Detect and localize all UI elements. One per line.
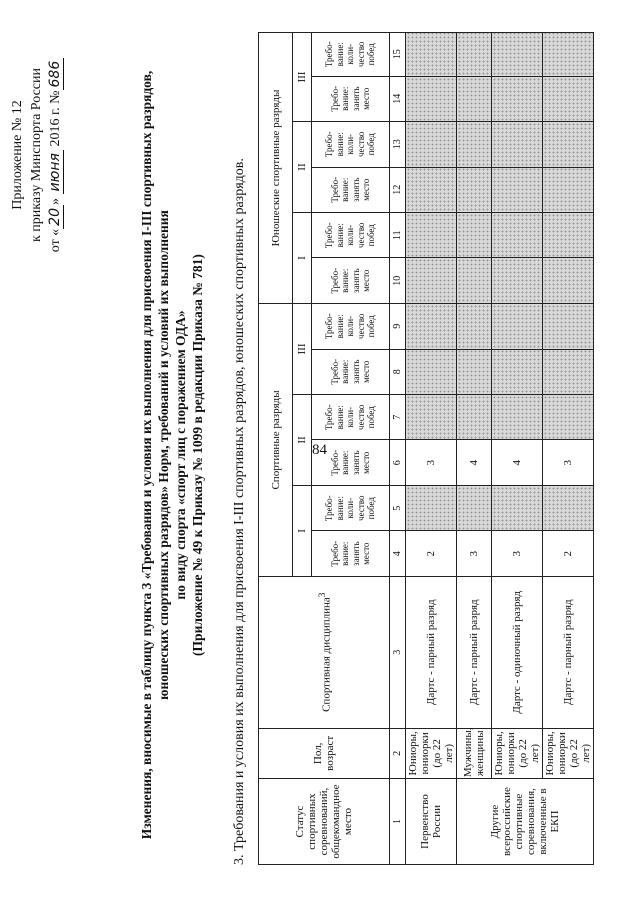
cell-gender: Юниоры, юниорки (до 22 лет) bbox=[543, 728, 594, 779]
header-req-place: Требо-вание: занять место bbox=[312, 76, 390, 121]
cell-shaded bbox=[492, 349, 543, 394]
date-year: 2016 г. № bbox=[48, 90, 63, 147]
table-row bbox=[406, 33, 457, 865]
cell-shaded bbox=[457, 167, 492, 212]
header-req-place: Требо-вание: занять место bbox=[312, 258, 390, 303]
requirements-table bbox=[258, 32, 594, 865]
column-number: 10 bbox=[390, 258, 406, 303]
header-rank-2: II bbox=[293, 395, 312, 486]
appendix-title: Приложение № 12 bbox=[10, 100, 25, 210]
heading-line: по виду спорта «спорт лиц с поражением ОДА» bbox=[173, 310, 188, 600]
header-req-wins: Требо-вание: коли-чество побед bbox=[312, 485, 390, 530]
cell-shaded bbox=[543, 303, 594, 349]
cell-shaded bbox=[457, 122, 492, 167]
appendix-order: к приказу Минспорта России bbox=[29, 68, 44, 242]
header-req-place: Требо-вание: занять место bbox=[312, 167, 390, 212]
column-number: 11 bbox=[390, 213, 406, 258]
table-row bbox=[543, 33, 594, 865]
cell-value: 3 bbox=[543, 440, 594, 485]
column-number: 4 bbox=[390, 531, 406, 576]
cell-value: 3 bbox=[492, 531, 543, 576]
column-number: 15 bbox=[390, 33, 406, 77]
cell-value: 4 bbox=[492, 440, 543, 485]
header-req-wins: Требо-вание: коли-чество побед bbox=[312, 33, 390, 77]
cell-gender: Юниоры, юниорки (до 22 лет) bbox=[406, 728, 457, 779]
cell-shaded bbox=[457, 485, 492, 530]
cell-shaded bbox=[457, 33, 492, 77]
header-status: Статус спортивных соревнований, общекомандное место bbox=[259, 779, 390, 865]
cell-shaded bbox=[543, 167, 594, 212]
header-youth-rank-3: III bbox=[293, 33, 312, 122]
cell-value: 3 bbox=[457, 531, 492, 576]
cell-value: 3 bbox=[406, 440, 457, 485]
header-req-wins: Требо-вание: коли-чество побед bbox=[312, 213, 390, 258]
header-rank-1: I bbox=[293, 485, 312, 576]
cell-value: 2 bbox=[543, 531, 594, 576]
cell-shaded bbox=[406, 303, 457, 349]
cell-discipline: Дартс - парный разряд bbox=[406, 576, 457, 728]
cell-shaded bbox=[492, 76, 543, 121]
table-row bbox=[492, 33, 543, 865]
cell-shaded bbox=[543, 76, 594, 121]
header-youth-rank-1: I bbox=[293, 213, 312, 304]
page-number: 84 bbox=[312, 442, 327, 458]
column-number: 9 bbox=[390, 303, 406, 349]
cell-shaded bbox=[543, 33, 594, 77]
appendix-date bbox=[46, 15, 65, 295]
header-req-wins: Требо-вание: коли-чество побед bbox=[312, 303, 390, 349]
cell-shaded bbox=[492, 303, 543, 349]
cell-shaded bbox=[406, 167, 457, 212]
appendix-block bbox=[8, 15, 65, 295]
column-number: 14 bbox=[390, 76, 406, 121]
heading-line: юношеских спортивных разрядов» Норм, требований и условий их выполнения bbox=[156, 210, 171, 700]
heading-line: (Приложение № 49 к Приказу № 1099 в редакции Приказа № 781) bbox=[190, 254, 205, 656]
cell-shaded bbox=[457, 213, 492, 258]
column-number: 2 bbox=[390, 728, 406, 779]
cell-value: 4 bbox=[457, 440, 492, 485]
header-youth-rank-2: II bbox=[293, 122, 312, 213]
cell-shaded bbox=[492, 167, 543, 212]
cell-discipline: Дартс - парный разряд bbox=[457, 576, 492, 728]
section-title: 3. Требования и условия их выполнения для присвоения I-III спортивных разрядов, юношеских спортивных разрядов. bbox=[232, 158, 247, 865]
table-row bbox=[457, 33, 492, 865]
cell-shaded bbox=[406, 33, 457, 77]
cell-gender: Юниоры, юниорки (до 22 лет) bbox=[492, 728, 543, 779]
date-day: 20 bbox=[47, 205, 64, 229]
cell-shaded bbox=[543, 395, 594, 440]
cell-shaded bbox=[543, 213, 594, 258]
header-req-wins: Требо-вание: коли-чество побед bbox=[312, 395, 390, 440]
column-number: 6 bbox=[390, 440, 406, 485]
cell-discipline: Дартс - парный разряд bbox=[543, 576, 594, 728]
cell-shaded bbox=[492, 33, 543, 77]
cell-shaded bbox=[406, 349, 457, 394]
column-number: 3 bbox=[390, 576, 406, 728]
cell-shaded bbox=[457, 395, 492, 440]
cell-gender: Мужчины, женщины bbox=[457, 728, 492, 779]
header-discipline: Спортивная дисциплина$^3$ bbox=[259, 576, 390, 728]
header-youth-ranks: Юношеские спортивные разряды bbox=[259, 33, 293, 304]
header-rank-3: III bbox=[293, 303, 312, 394]
cell-discipline: Дартс - одиночный разряд bbox=[492, 576, 543, 728]
document-heading bbox=[138, 45, 206, 865]
cell-shaded bbox=[406, 485, 457, 530]
cell-shaded bbox=[406, 213, 457, 258]
column-number: 5 bbox=[390, 485, 406, 530]
cell-shaded bbox=[457, 258, 492, 303]
header-req-wins: Требо-вание: коли-чество побед bbox=[312, 122, 390, 167]
cell-status: Другие всероссийские спортивные соревнования, включенные в ЕКП bbox=[457, 779, 594, 865]
cell-shaded bbox=[492, 213, 543, 258]
header-req-place: Требо-вание: занять место bbox=[312, 440, 390, 485]
column-number: 13 bbox=[390, 122, 406, 167]
column-number: 7 bbox=[390, 395, 406, 440]
cell-shaded bbox=[543, 349, 594, 394]
heading-line: Изменения, вносимые в таблицу пункта 3 «Требования и условия их выполнения для присвоения I-III спортивных разрядов, bbox=[139, 70, 154, 840]
cell-shaded bbox=[406, 258, 457, 303]
header-req-place: Требо-вание: занять место bbox=[312, 531, 390, 576]
header-sport-ranks: Спортивные разряды bbox=[259, 303, 293, 576]
column-number: 12 bbox=[390, 167, 406, 212]
cell-shaded bbox=[406, 122, 457, 167]
cell-shaded bbox=[492, 258, 543, 303]
date-number: 686 bbox=[47, 58, 64, 91]
cell-shaded bbox=[457, 76, 492, 121]
cell-shaded bbox=[406, 76, 457, 121]
header-req-place: Требо-вание: занять место bbox=[312, 349, 390, 394]
cell-shaded bbox=[457, 349, 492, 394]
column-number: 8 bbox=[390, 349, 406, 394]
cell-shaded bbox=[492, 485, 543, 530]
cell-shaded bbox=[543, 485, 594, 530]
cell-shaded bbox=[492, 122, 543, 167]
header-gender-age: Пол, возраст bbox=[259, 728, 390, 779]
cell-shaded bbox=[492, 395, 543, 440]
date-mid: » bbox=[48, 197, 63, 205]
cell-shaded bbox=[543, 122, 594, 167]
cell-shaded bbox=[406, 395, 457, 440]
cell-shaded bbox=[543, 258, 594, 303]
column-number: 1 bbox=[390, 779, 406, 865]
date-prefix: от « bbox=[48, 228, 63, 253]
cell-value: 2 bbox=[406, 531, 457, 576]
date-month: июня bbox=[47, 150, 64, 194]
cell-status: Первенство России bbox=[406, 779, 457, 865]
cell-shaded bbox=[457, 303, 492, 349]
